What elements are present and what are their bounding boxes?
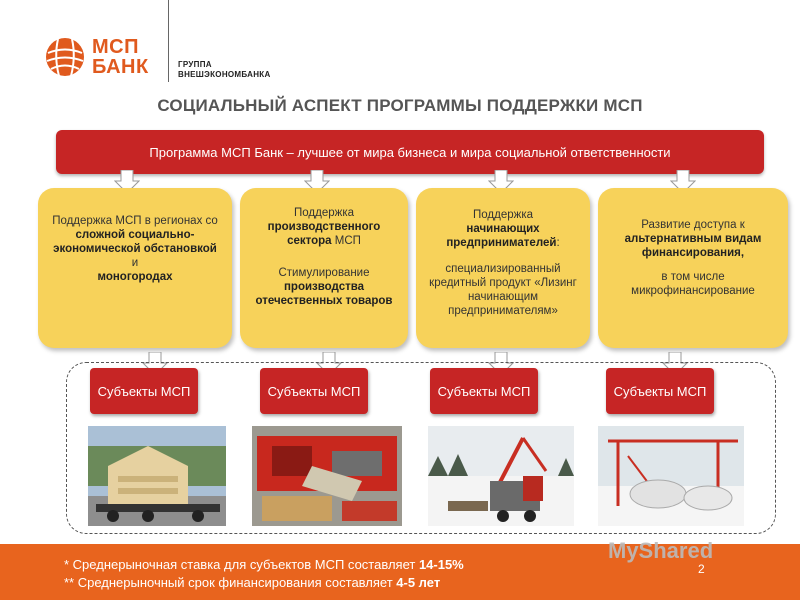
card-text: и xyxy=(131,257,139,269)
card-bold-text: сложной социально-экономической обстановкой xyxy=(53,229,217,255)
group-caption-line2: ВНЕШЭКОНОМБАНКА xyxy=(178,70,271,79)
footer-rate-value: 14-15% xyxy=(418,557,464,572)
card-text: специализированный кредитный продукт «Лизинг начинающим предпринимателям» xyxy=(429,263,577,317)
card-bold-text: альтернативным видам финансирования xyxy=(624,233,762,259)
slide-title: СОЦИАЛЬНЫЙ АСПЕКТ ПРОГРАММЫ ПОДДЕРЖКИ МСП xyxy=(157,96,643,115)
subject-label: Субъекты МСП xyxy=(437,383,531,399)
program-banner-text: Программа МСП Банк – лучшее от мира бизнеса и мира социальной ответственности xyxy=(149,144,671,160)
card-bold-text: моногородах xyxy=(97,271,173,283)
program-banner xyxy=(56,130,764,174)
logo-text-line1: МСП xyxy=(92,36,139,58)
subject-label: Субъекты МСП xyxy=(97,383,191,399)
page-number: 2 xyxy=(698,562,705,576)
card-text: Поддержка xyxy=(473,209,533,221)
card-bold-text: начинающих предпринимателей xyxy=(446,223,557,249)
card-bold-text: производственного сектора xyxy=(267,221,381,247)
card-text: Развитие доступа к xyxy=(641,219,745,231)
photo-gas-storage-tanks xyxy=(598,426,744,526)
watermark: MyShared xyxy=(608,538,714,563)
footer-rate-note xyxy=(64,557,464,572)
subject-label: Субъекты МСП xyxy=(613,383,707,399)
footer-term-text: ** Среднерыночный срок финансирования составляет xyxy=(64,575,397,590)
card-text: Стимулирование xyxy=(278,267,370,279)
subject-box-3 xyxy=(430,368,538,414)
card-text: в том числе микрофинансирование xyxy=(631,271,755,297)
footer-term-value: 4-5 лет xyxy=(396,575,441,590)
footer-rate-text: * Среднерыночная ставка для субъектов МСП составляет xyxy=(64,557,419,572)
support-card-alt-finance xyxy=(598,188,788,348)
footer-term-note xyxy=(64,575,440,590)
subject-box-2 xyxy=(260,368,368,414)
card-text: : xyxy=(556,237,560,249)
support-card-regions xyxy=(38,188,232,348)
logo-divider xyxy=(168,0,169,82)
card-bold-text: , xyxy=(740,247,745,259)
card-text: Поддержка МСП в регионах со xyxy=(52,215,218,227)
photo-production-machinery xyxy=(252,426,402,526)
photo-forestry-truck xyxy=(428,426,574,526)
subject-label: Субъекты МСП xyxy=(267,383,361,399)
logo-text-line2: БАНК xyxy=(92,56,149,78)
photo-wooden-house-transport xyxy=(88,426,226,526)
group-caption xyxy=(178,60,271,80)
support-card-startups xyxy=(416,188,590,348)
subject-box-1 xyxy=(90,368,198,414)
msp-bank-logo xyxy=(44,36,149,78)
card-text: МСП xyxy=(334,235,361,247)
card-text: Поддержка xyxy=(294,207,354,219)
subject-box-4 xyxy=(606,368,714,414)
logo-ball-icon xyxy=(44,36,86,78)
group-caption-line1: ГРУППА xyxy=(178,60,212,69)
card-bold-text: производства отечественных товаров xyxy=(255,281,393,307)
support-card-production xyxy=(240,188,408,348)
